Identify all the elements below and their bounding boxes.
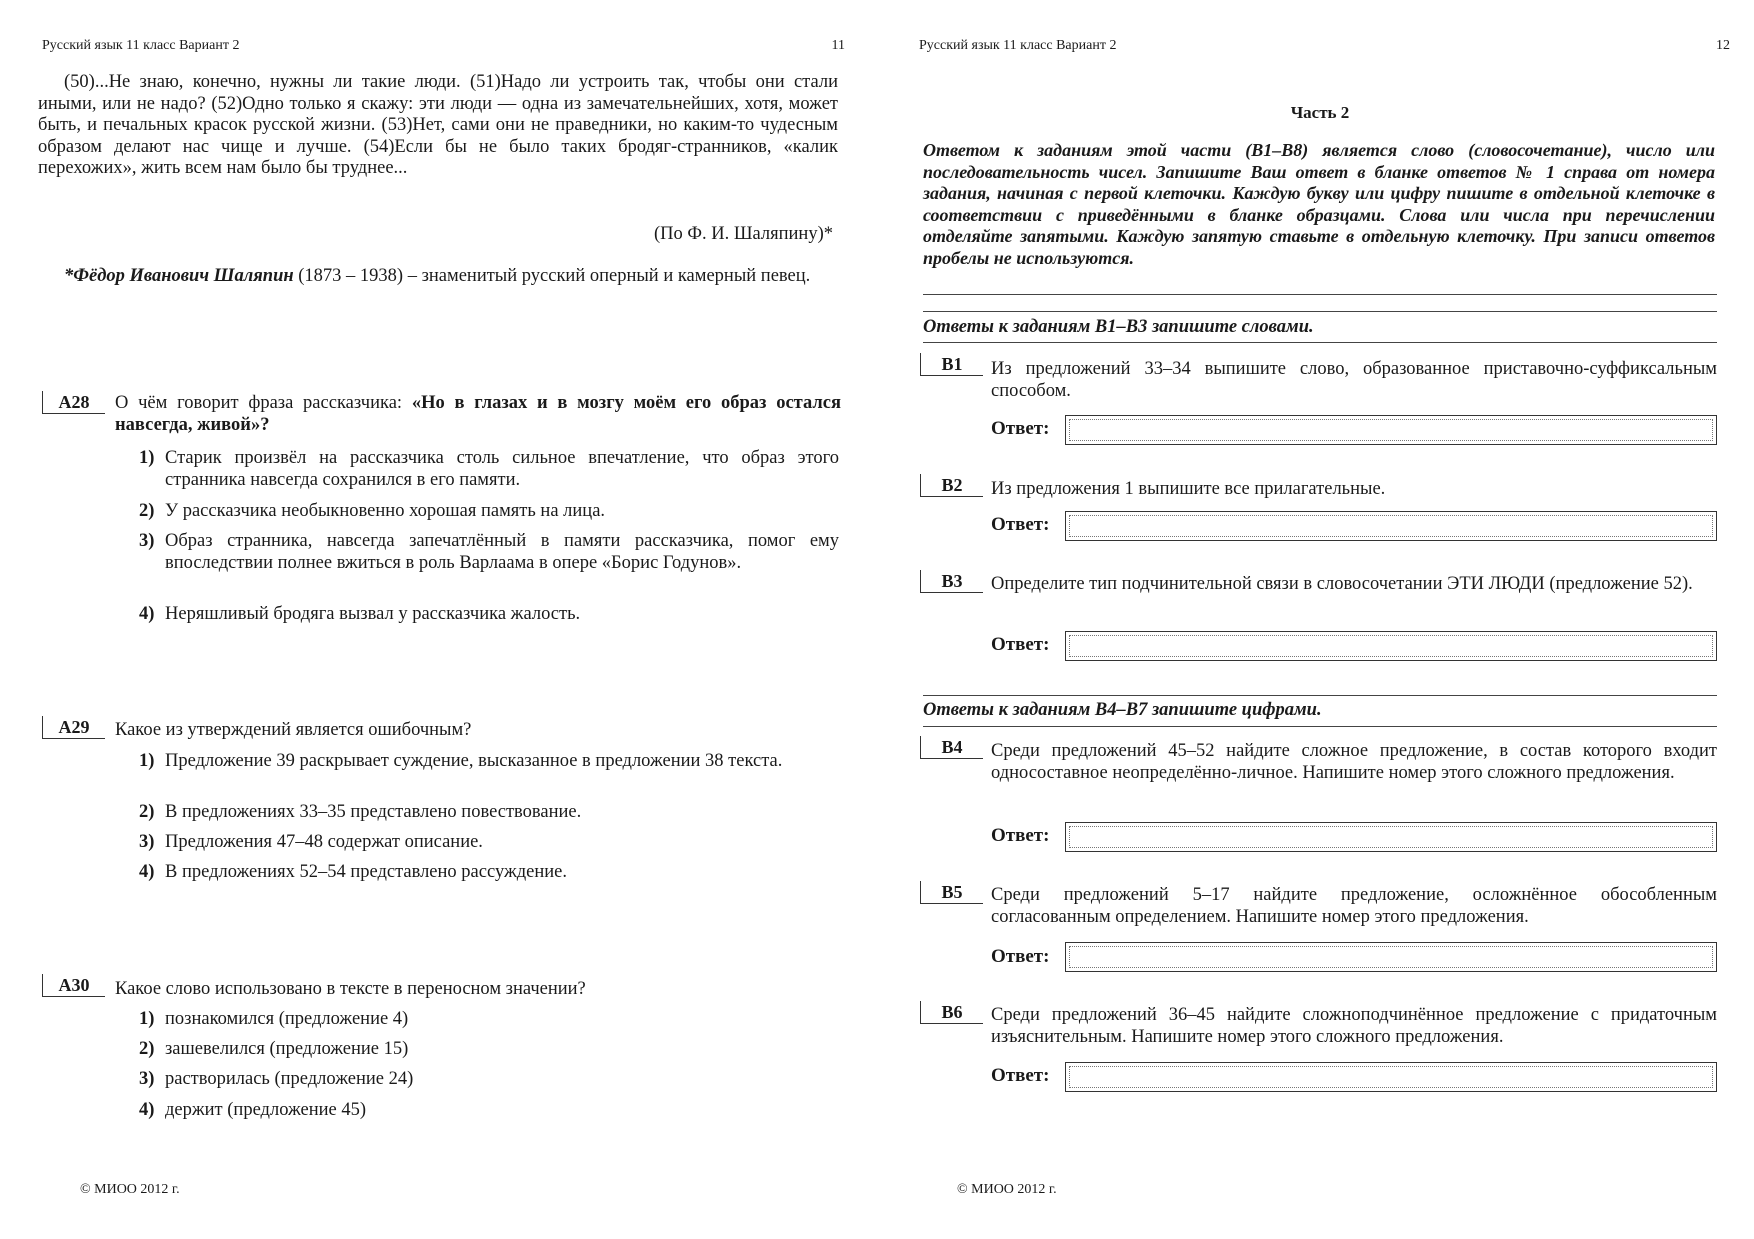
copyright-footer: © МИОО 2012 г.: [80, 1182, 180, 1197]
option-a28-2[interactable]: [139, 501, 839, 523]
answer-field-b2[interactable]: [1065, 511, 1717, 541]
option-a28-3[interactable]: [139, 531, 839, 574]
option-number: 3): [139, 531, 155, 551]
footnote-name: *Фёдор Иванович Шаляпин: [64, 266, 294, 286]
question-text-a29: Какое из утверждений является ошибочным?: [115, 720, 472, 740]
option-number: 3): [139, 1069, 155, 1089]
page-header-title: Русский язык 11 класс Вариант 2: [42, 38, 240, 53]
answer-label-b1: Ответ:: [991, 418, 1050, 439]
answer-field-b6[interactable]: [1065, 1062, 1717, 1092]
part-title: Часть 2: [1290, 103, 1350, 122]
option-a30-2[interactable]: [139, 1039, 839, 1061]
page-header-title: Русский язык 11 класс Вариант 2: [919, 38, 1117, 53]
answer-field-inner: [1069, 946, 1713, 968]
question-label-a30: А30: [42, 974, 105, 997]
option-number: 3): [139, 832, 155, 852]
answer-field-b1[interactable]: [1065, 415, 1717, 445]
footnote-text: (1873 – 1938) – знаменитый русский оперный и камерный певец.: [293, 266, 811, 286]
option-text: растворилась (предложение 24): [165, 1069, 414, 1089]
option-text: познакомился (предложение 4): [165, 1009, 409, 1029]
question-text-a28: [115, 392, 841, 436]
text-excerpt: (50)...Не знаю, конечно, нужны ли такие люди. (51)Надо ли устроить так, чтобы они стали иными, или не надо? (52)Одно только я скажу: эти люди — одна из замечательнейших, хотя, может быть, и печальных красок русской жизни. (53)Нет, сами они не праведники, но каким-то чудесным образом делают нас чище и лучше. (54)Если бы не было таких бродяг-странников, «калик перехожих», жить всем нам было бы труднее...: [38, 72, 838, 178]
answer-field-b5[interactable]: [1065, 942, 1717, 972]
part-instructions: Ответом к заданиям этой части (В1–В8) является слово (словосочетание), число или последовательность чисел. Запишите Ваш ответ в бланке ответов № 1 справа от номера задания, начиная с первой клеточки. Каждую букву или цифру пишите в отдельной клеточке в соответствии с приведёнными в бланке образцами. Слова или числа при перечислении отделяйте запятыми. Каждую запятую ставьте в отдельную клеточку. При записи ответов пробелы не используются.: [923, 140, 1715, 268]
section-note-b4-b7: Ответы к заданиям В4–В7 запишите цифрами.: [923, 700, 1322, 720]
option-number: 4): [139, 1100, 155, 1120]
answer-field-inner: [1069, 1066, 1713, 1088]
option-number: 2): [139, 501, 155, 521]
task-label-b3: В3: [920, 570, 983, 593]
task-text-b4: Среди предложений 45–52 найдите сложное предложение, в состав которого входит односоставное неопределённо-личное. Напишите номер этого сложного предложения.: [991, 741, 1717, 783]
page-number: 12: [1716, 38, 1730, 53]
task-label-b2: В2: [920, 474, 983, 497]
option-number: 1): [139, 1009, 155, 1029]
answer-label-b2: Ответ:: [991, 514, 1050, 535]
answer-field-b4[interactable]: [1065, 822, 1717, 852]
option-text: зашевелился (предложение 15): [165, 1039, 409, 1059]
option-text: В предложениях 33–35 представлено повествование.: [165, 802, 582, 822]
option-a28-4[interactable]: [139, 604, 839, 626]
answer-field-inner: [1069, 635, 1713, 657]
divider: [923, 294, 1717, 295]
option-number: 1): [139, 448, 155, 468]
option-text: Предложения 47–48 содержат описание.: [165, 832, 483, 852]
option-text: держит (предложение 45): [165, 1100, 367, 1120]
page-number: 11: [831, 38, 845, 53]
option-number: 4): [139, 862, 155, 882]
task-text-b6: Среди предложений 36–45 найдите сложноподчинённое предложение с придаточным изъяснительным. Напишите номер этого сложного предложения.: [991, 1005, 1717, 1047]
task-text-b1: Из предложений 33–34 выпишите слово, образованное приставочно-суффиксальным способом.: [991, 359, 1717, 401]
answer-label-b3: Ответ:: [991, 634, 1050, 655]
task-label-b4: В4: [920, 736, 983, 759]
quoted-phrase: «Но в глазах и в мозгу моём его образ остался навсегда, живой»?: [115, 393, 841, 435]
attribution: (По Ф. И. Шаляпину)*: [653, 224, 833, 244]
task-label-b6: В6: [920, 1001, 983, 1024]
answer-label-b6: Ответ:: [991, 1065, 1050, 1086]
option-text: У рассказчика необыкновенно хорошая память на лица.: [165, 501, 606, 521]
task-label-b1: В1: [920, 353, 983, 376]
option-number: 1): [139, 751, 155, 771]
option-a29-3[interactable]: [139, 832, 839, 854]
divider: [923, 695, 1717, 696]
divider: [923, 342, 1717, 343]
option-text: Образ странника, навсегда запечатлённый в памяти рассказчика, помог ему впоследствии полнее вжиться в роль Варлаама в опере «Борис Годунов».: [165, 531, 839, 573]
option-text: В предложениях 52–54 представлено рассуждение.: [165, 862, 567, 882]
copyright-footer: © МИОО 2012 г.: [957, 1182, 1057, 1197]
option-text: Неряшливый бродяга вызвал у рассказчика жалость.: [165, 604, 581, 624]
question-label-a28: А28: [42, 391, 105, 414]
answer-label-b5: Ответ:: [991, 946, 1050, 967]
task-text-b2: Из предложения 1 выпишите все прилагательные.: [991, 479, 1386, 499]
option-a29-1[interactable]: [139, 751, 839, 773]
option-a29-2[interactable]: [139, 802, 839, 824]
question-label-a29: А29: [42, 716, 105, 739]
option-text: Предложение 39 раскрывает суждение, высказанное в предложении 38 текста.: [165, 751, 783, 771]
answer-label-b4: Ответ:: [991, 825, 1050, 846]
option-a30-3[interactable]: [139, 1069, 839, 1091]
task-text-b5: Среди предложений 5–17 найдите предложение, осложнённое обособленным согласованным определением. Напишите номер этого предложения.: [991, 885, 1717, 927]
answer-field-inner: [1069, 826, 1713, 848]
option-text: Старик произвёл на рассказчика столь сильное впечатление, что образ этого странника навсегда сохранился в его памяти.: [165, 448, 839, 490]
section-note-b1-b3: Ответы к заданиям В1–В3 запишите словами.: [923, 317, 1314, 337]
option-number: 2): [139, 802, 155, 822]
option-a30-1[interactable]: [139, 1009, 839, 1031]
option-number: 4): [139, 604, 155, 624]
right-page: [877, 0, 1754, 1239]
task-text-b3: Определите тип подчинительной связи в словосочетании ЭТИ ЛЮДИ (предложение 52).: [991, 574, 1693, 594]
question-stem: О чём говорит фраза рассказчика:: [115, 393, 412, 413]
option-a28-1[interactable]: [139, 448, 839, 491]
question-text-a30: Какое слово использовано в тексте в переносном значении?: [115, 979, 586, 999]
answer-field-b3[interactable]: [1065, 631, 1717, 661]
answer-field-inner: [1069, 515, 1713, 537]
option-a29-4[interactable]: [139, 862, 839, 884]
answer-field-inner: [1069, 419, 1713, 441]
option-a30-4[interactable]: [139, 1100, 839, 1122]
divider: [923, 311, 1717, 312]
footnote: [38, 266, 838, 288]
divider: [923, 726, 1717, 727]
option-number: 2): [139, 1039, 155, 1059]
task-label-b5: В5: [920, 881, 983, 904]
